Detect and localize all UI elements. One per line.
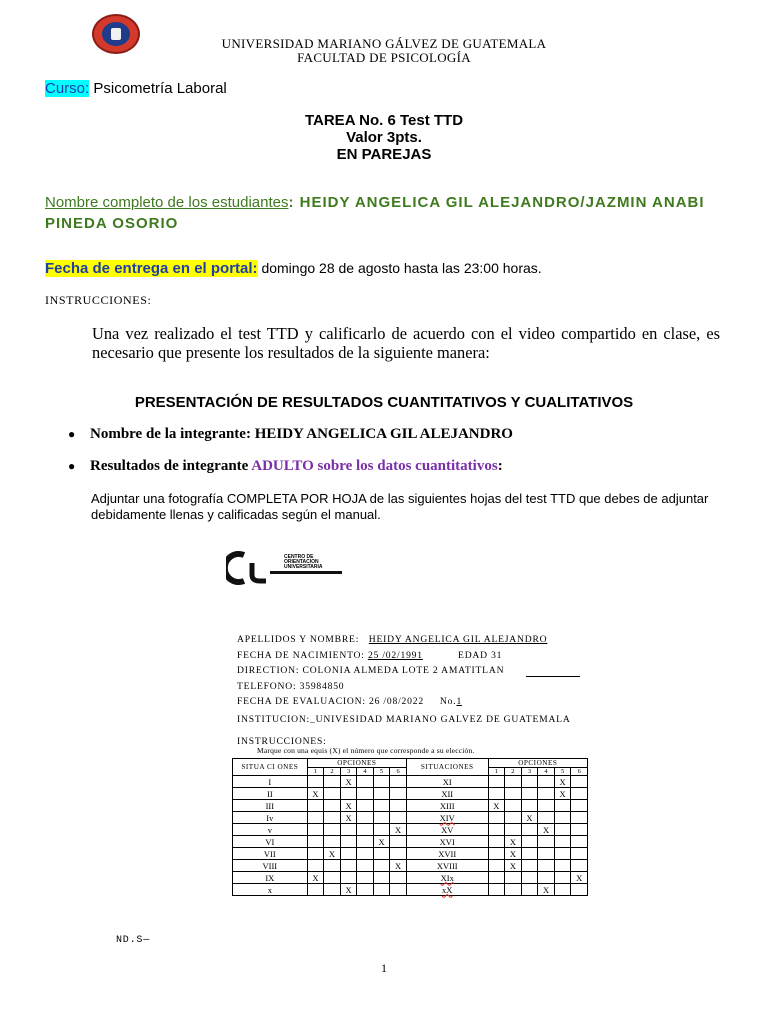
option-cell	[488, 788, 505, 800]
situation-left: IX	[233, 872, 308, 884]
option-cell	[357, 836, 373, 848]
option-cell	[324, 776, 341, 788]
situation-left: VIII	[233, 860, 308, 872]
option-cell	[373, 824, 390, 836]
option-number-right-3: 3	[521, 768, 538, 776]
option-cell	[357, 788, 373, 800]
instructions-paragraph: Una vez realizado el test TTD y calificarlo de acuerdo con el video compartido en clase, es necesario que presente los resultados de la siguiente manera:	[92, 324, 720, 362]
footer-code: ND.S—	[116, 935, 151, 946]
option-cell: X	[340, 812, 357, 824]
option-cell	[554, 800, 571, 812]
situation-right: XIx	[406, 872, 488, 884]
option-cell: X	[521, 812, 538, 824]
option-cell	[538, 860, 555, 872]
option-number-right-4: 4	[538, 768, 555, 776]
attach-instructions: Adjuntar una fotografía COMPLETA POR HOJA de las siguientes hojas del test TTD que debes de adjuntar debidamente llenas y calificadas según el manual.	[91, 491, 709, 522]
due-date-value: domingo 28 de agosto hasta las 23:00 horas.	[257, 260, 542, 276]
form-institution: INSTITUCION:_UNIVESIDAD MARIANO GALVEZ DE GUATEMALA	[237, 714, 571, 725]
bullet-results	[68, 458, 503, 475]
option-cell	[488, 860, 505, 872]
option-cell	[324, 788, 341, 800]
situation-left: x	[233, 884, 308, 896]
option-cell	[571, 800, 588, 812]
table-row	[233, 872, 588, 884]
option-cell	[571, 824, 588, 836]
option-cell	[538, 836, 555, 848]
col-situations-right: SITUACIONES	[406, 759, 488, 776]
situation-left: I	[233, 776, 308, 788]
bullet-dot-icon: ●	[68, 459, 76, 474]
situation-right: XVIII	[406, 860, 488, 872]
col-situations-left: SITUA CI ONES	[233, 759, 308, 776]
situation-right: XII	[406, 788, 488, 800]
course-label: Curso:	[45, 80, 90, 97]
option-cell	[390, 800, 407, 812]
option-cell	[357, 776, 373, 788]
option-cell	[390, 872, 407, 884]
bullet-1-value: HEIDY ANGELICA GIL ALEJANDRO	[254, 426, 513, 442]
option-cell	[571, 884, 588, 896]
address-underline	[526, 676, 580, 677]
option-number-left-5: 5	[373, 768, 390, 776]
situation-left: III	[233, 800, 308, 812]
form-phone: TELEFONO: 35984850	[237, 681, 345, 692]
due-date-line	[45, 260, 542, 277]
form-birthdate-value: 25 /02/1991	[367, 650, 423, 661]
option-cell	[373, 776, 390, 788]
situation-right: XI	[406, 776, 488, 788]
option-cell	[571, 788, 588, 800]
logo-text-3: UNIVERSITARIA	[284, 564, 323, 570]
option-cell	[373, 872, 390, 884]
option-cell	[373, 788, 390, 800]
option-cell	[324, 860, 341, 872]
option-cell: X	[538, 824, 555, 836]
option-cell	[521, 872, 538, 884]
situation-right: XV	[406, 824, 488, 836]
option-cell	[324, 812, 341, 824]
option-cell	[373, 848, 390, 860]
assignment-line-3: EN PAREJAS	[336, 146, 432, 163]
option-cell	[571, 812, 588, 824]
faculty-name: FACULTAD DE PSICOLOGÍA	[297, 50, 471, 65]
due-date-label: Fecha de entrega en el portal:	[45, 260, 258, 277]
form-apellidos-label: APELLIDOS Y NOMBRE:	[237, 634, 360, 645]
option-cell	[554, 884, 571, 896]
option-cell	[554, 860, 571, 872]
option-cell	[340, 824, 357, 836]
option-cell	[324, 824, 341, 836]
option-cell	[390, 812, 407, 824]
situation-right: XVI	[406, 836, 488, 848]
option-cell	[571, 848, 588, 860]
bullet-2-highlight: ADULTO sobre los datos cuantitativos	[251, 458, 498, 474]
option-cell	[488, 884, 505, 896]
form-birthdate-label: FECHA DE NACIMIENTO:	[237, 650, 368, 661]
option-cell: X	[571, 872, 588, 884]
option-cell: X	[554, 776, 571, 788]
orientation-center-logo	[226, 551, 346, 585]
option-cell	[390, 836, 407, 848]
option-number-right-5: 5	[554, 768, 571, 776]
bullet-2-label: Resultados de integrante	[90, 458, 252, 474]
situation-left: II	[233, 788, 308, 800]
option-cell	[390, 884, 407, 896]
table-row	[233, 776, 588, 788]
option-cell	[307, 848, 324, 860]
option-cell	[505, 872, 522, 884]
option-cell	[307, 836, 324, 848]
option-cell	[521, 848, 538, 860]
option-cell	[521, 836, 538, 848]
situation-right: xX	[406, 884, 488, 896]
situation-left: v	[233, 824, 308, 836]
option-cell	[373, 800, 390, 812]
col-options-right: OPCIONES	[488, 759, 587, 768]
option-cell	[340, 836, 357, 848]
option-cell	[390, 788, 407, 800]
table-row	[233, 800, 588, 812]
bullet-1-label: Nombre de la integrante:	[90, 426, 255, 442]
option-cell: X	[505, 860, 522, 872]
option-cell	[324, 884, 341, 896]
situation-left: VI	[233, 836, 308, 848]
option-cell	[390, 776, 407, 788]
option-cell	[538, 800, 555, 812]
students-label: Nombre completo de los estudiantes	[45, 194, 289, 211]
course-line	[45, 80, 227, 97]
form-apellidos	[237, 634, 547, 645]
option-number-left-6: 6	[390, 768, 407, 776]
option-cell	[488, 872, 505, 884]
option-cell	[307, 824, 324, 836]
option-cell	[307, 812, 324, 824]
option-cell	[307, 800, 324, 812]
option-cell	[324, 800, 341, 812]
university-name: UNIVERSIDAD MARIANO GÁLVEZ DE GUATEMALA	[221, 36, 547, 51]
logo-text-1: CENTRO DE	[284, 554, 314, 560]
option-cell	[357, 872, 373, 884]
option-cell	[307, 884, 324, 896]
option-number-right-6: 6	[571, 768, 588, 776]
form-age: EDAD 31	[458, 650, 503, 661]
option-cell	[488, 824, 505, 836]
form-no-value: 1	[456, 696, 463, 707]
option-cell	[505, 800, 522, 812]
table-row	[233, 788, 588, 800]
table-row	[233, 848, 588, 860]
table-row	[233, 884, 588, 896]
students-line	[45, 192, 725, 234]
option-cell	[505, 788, 522, 800]
option-cell	[373, 812, 390, 824]
option-cell	[373, 884, 390, 896]
option-cell	[488, 776, 505, 788]
option-cell: X	[390, 824, 407, 836]
option-number-left-3: 3	[340, 768, 357, 776]
option-cell	[521, 860, 538, 872]
option-cell	[340, 860, 357, 872]
option-cell	[521, 800, 538, 812]
students-names: : HEIDY ANGELICA GIL ALEJANDRO/JAZMIN ANABI PINEDA OSORIO	[45, 194, 705, 232]
option-cell	[505, 824, 522, 836]
form-instructions: INSTRUCCIONES:	[237, 736, 327, 747]
option-cell	[571, 776, 588, 788]
option-cell	[505, 884, 522, 896]
course-value: Psicometría Laboral	[89, 80, 227, 97]
option-cell	[554, 836, 571, 848]
option-cell	[340, 788, 357, 800]
option-number-left-4: 4	[357, 768, 373, 776]
situation-left: VII	[233, 848, 308, 860]
option-cell	[554, 812, 571, 824]
option-cell	[505, 776, 522, 788]
option-cell	[554, 848, 571, 860]
ttd-answer-table	[232, 758, 588, 896]
option-cell	[571, 836, 588, 848]
option-number-left-1: 1	[307, 768, 324, 776]
option-cell: X	[505, 848, 522, 860]
situation-right: XIII	[406, 800, 488, 812]
section-title: PRESENTACIÓN DE RESULTADOS CUANTITATIVOS Y CUALITATIVOS	[134, 394, 634, 411]
option-cell: X	[340, 800, 357, 812]
option-cell	[554, 872, 571, 884]
logo-text-2: ORIENTACION	[284, 559, 319, 565]
option-cell	[505, 812, 522, 824]
option-cell: X	[554, 788, 571, 800]
option-cell	[324, 872, 341, 884]
option-cell: X	[324, 848, 341, 860]
option-cell	[324, 836, 341, 848]
option-cell	[538, 848, 555, 860]
option-cell	[571, 860, 588, 872]
form-birthdate	[237, 650, 502, 661]
col-options-left: OPCIONES	[307, 759, 406, 768]
option-number-right-1: 1	[488, 768, 505, 776]
option-cell	[307, 860, 324, 872]
option-cell	[307, 776, 324, 788]
option-cell	[357, 812, 373, 824]
bullet-2-end: :	[497, 458, 503, 474]
option-cell	[340, 872, 357, 884]
form-eval-date-label: FECHA DE EVALUACION: 26 /08/2022	[237, 696, 424, 707]
option-number-right-2: 2	[505, 768, 522, 776]
option-cell	[373, 860, 390, 872]
form-instructions-note: Marque con una equis (X) el número que corresponde a su elección.	[257, 746, 475, 755]
option-cell: X	[373, 836, 390, 848]
form-apellidos-value: HEIDY ANGELICA GIL ALEJANDRO	[368, 634, 548, 645]
option-cell: X	[390, 860, 407, 872]
option-cell: X	[340, 776, 357, 788]
option-cell	[521, 788, 538, 800]
table-row	[233, 812, 588, 824]
option-cell	[488, 836, 505, 848]
assignment-title	[0, 112, 768, 163]
assignment-line-2: Valor 3pts.	[346, 129, 422, 146]
option-cell	[357, 848, 373, 860]
instructions-label: INSTRUCCIONES:	[45, 293, 152, 307]
situation-right: XIV	[406, 812, 488, 824]
option-cell	[488, 812, 505, 824]
table-row	[233, 836, 588, 848]
option-number-left-2: 2	[324, 768, 341, 776]
option-cell	[357, 860, 373, 872]
option-cell	[357, 824, 373, 836]
table-row	[233, 860, 588, 872]
option-cell	[488, 848, 505, 860]
option-cell: X	[340, 884, 357, 896]
option-cell	[390, 848, 407, 860]
assignment-line-1: TAREA No. 6 Test TTD	[304, 112, 464, 129]
option-cell: X	[307, 872, 324, 884]
option-cell: X	[538, 884, 555, 896]
option-cell: X	[505, 836, 522, 848]
page-number: 1	[381, 961, 387, 975]
table-row	[233, 824, 588, 836]
form-no-label: No.	[439, 696, 457, 707]
option-cell	[538, 776, 555, 788]
option-cell	[538, 812, 555, 824]
option-cell	[554, 824, 571, 836]
situation-left: Iv	[233, 812, 308, 824]
form-address: DIRECTION: COLONIA ALMEDA LOTE 2 AMATITLAN	[237, 665, 505, 676]
option-cell	[521, 824, 538, 836]
option-cell	[357, 884, 373, 896]
option-cell: X	[488, 800, 505, 812]
option-cell	[538, 788, 555, 800]
bullet-dot-icon: ●	[68, 427, 76, 442]
bullet-student-name	[68, 426, 513, 443]
option-cell: X	[307, 788, 324, 800]
form-eval-date	[237, 696, 462, 707]
option-cell	[357, 800, 373, 812]
option-cell	[538, 872, 555, 884]
option-cell	[340, 848, 357, 860]
option-cell	[521, 884, 538, 896]
option-cell	[521, 776, 538, 788]
situation-right: XVII	[406, 848, 488, 860]
